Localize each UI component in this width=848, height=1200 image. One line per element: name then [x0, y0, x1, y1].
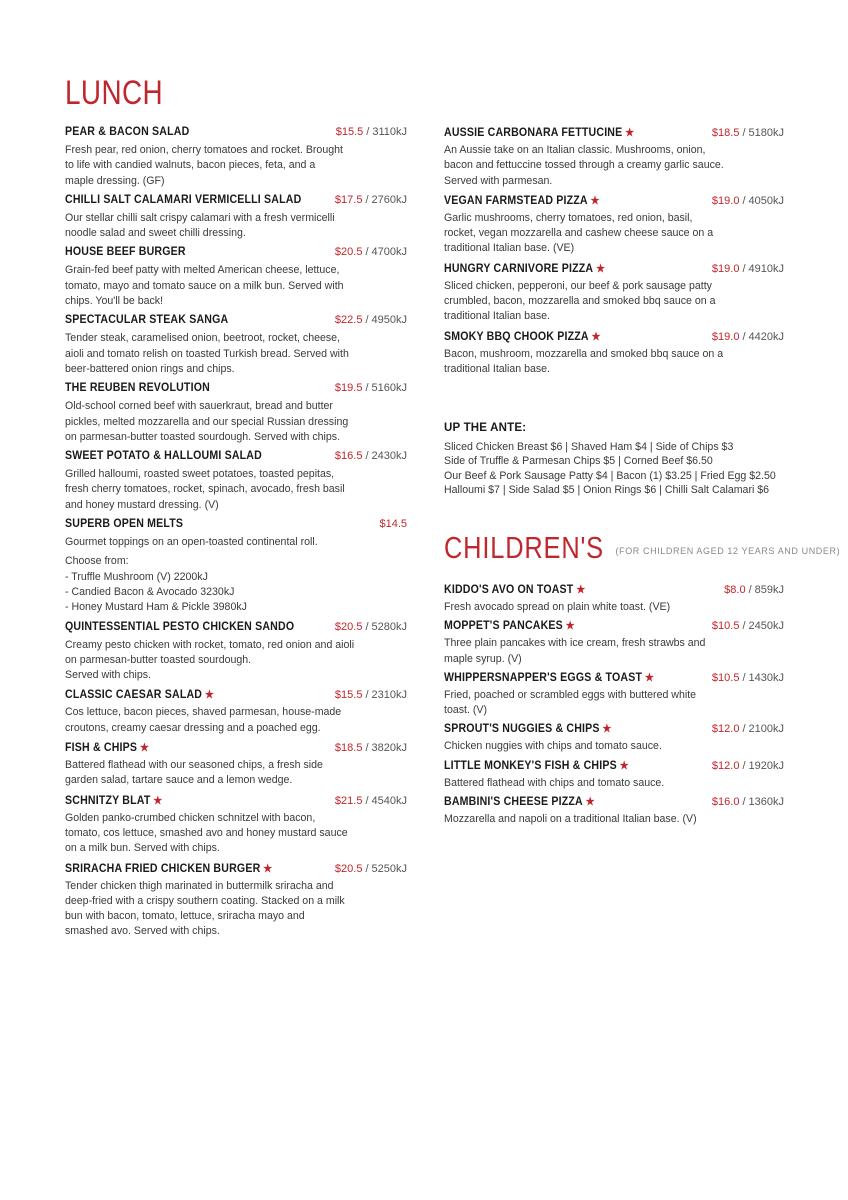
- menu-item: [65, 862, 407, 940]
- description-line: croutons, creamy caesar dressing and a poached egg.: [65, 721, 321, 734]
- description-line: Fresh pear, red onion, cherry tomatoes and rocket. Brought: [65, 144, 343, 156]
- extras-line: Our Beef & Pork Sausage Patty $4 | Bacon (1) $3.25 | Fried Egg $2.50: [444, 469, 776, 482]
- lunch-left-column: [65, 126, 407, 940]
- menu-item-name: [444, 619, 575, 632]
- star-icon: ★: [591, 330, 601, 343]
- menu-item-name-text: KIDDO'S AVO ON TOAST: [444, 584, 574, 596]
- menu-item: [65, 688, 407, 736]
- description-line: maple dressing. (GF): [65, 174, 165, 187]
- menu-item-kilojoules: 2760kJ: [371, 193, 407, 206]
- description-line: traditional Italian base.: [444, 362, 551, 375]
- menu-item: [444, 194, 784, 257]
- price-separator: /: [365, 742, 369, 755]
- description-line: fresh cherry tomatoes, rocket, spinach, avocado, fresh basil: [65, 483, 345, 496]
- menu-item-kilojoules: 2310kJ: [371, 689, 407, 702]
- menu-item-name-text: SPROUT'S NUGGIES & CHIPS: [444, 723, 600, 736]
- menu-item-header: [65, 862, 407, 878]
- menu-item-kilojoules: 5180kJ: [748, 127, 784, 139]
- menu-item-header: [444, 759, 784, 775]
- menu-item-description: [65, 638, 407, 684]
- menu-item: [65, 741, 407, 789]
- lunch-right-column: [444, 126, 784, 377]
- childrens-title: CHILDREN'S: [444, 530, 604, 565]
- menu-item-name: [65, 450, 262, 462]
- menu-item-name-text: SCHNITZY BLAT: [65, 794, 151, 807]
- menu-item-name-text: QUINTESSENTIAL PESTO CHICKEN SANDO: [65, 620, 295, 633]
- menu-item: [444, 619, 784, 667]
- description-line: beer-battered onion rings and chips.: [65, 362, 235, 375]
- description-line: Bacon, mushroom, mozzarella and smoked bbq sauce on a: [444, 347, 724, 360]
- menu-item-kilojoules: 4950kJ: [371, 314, 407, 327]
- menu-item-kilojoules: 4420kJ: [748, 330, 784, 343]
- price-separator: /: [742, 127, 746, 139]
- menu-item-kilojoules: 1360kJ: [748, 796, 784, 809]
- menu-item: [444, 126, 784, 189]
- menu-item-name-text: MOPPET'S PANCAKES: [444, 620, 563, 633]
- description-line: Three plain pancakes with ice cream, fresh strawbs and: [444, 637, 706, 650]
- menu-item: [65, 382, 407, 445]
- description-line: to life with candied walnuts, bacon pieces, feta, and a: [65, 159, 316, 172]
- menu-item-description: [65, 705, 407, 736]
- price-separator: /: [365, 314, 369, 327]
- price-separator: /: [742, 330, 746, 343]
- menu-item-kilojoules: 4050kJ: [748, 194, 784, 207]
- menu-item-header: [65, 126, 407, 142]
- menu-item-price-block: [712, 796, 784, 808]
- menu-item-description: [65, 263, 407, 309]
- price-separator: /: [366, 126, 370, 138]
- menu-item-name: [65, 194, 301, 206]
- menu-item-description: [444, 688, 784, 719]
- description-line: rocket, vegan mozzarella and cashew cheese sauce on a: [444, 227, 714, 240]
- menu-item-price-block: [335, 314, 407, 326]
- menu-item-header: [65, 621, 407, 637]
- menu-item-price-block: [335, 382, 407, 394]
- description-line: Battered flathead with chips and tomato sauce.: [444, 776, 665, 789]
- menu-item-name: [65, 314, 228, 326]
- menu-item-price: $20.5: [334, 862, 363, 875]
- price-separator: /: [748, 584, 752, 596]
- menu-item-description: [65, 399, 407, 445]
- menu-item-header: [444, 583, 784, 599]
- menu-item-price: $19.0: [711, 194, 740, 207]
- menu-item-header: [65, 246, 407, 262]
- menu-item-name-text: WHIPPERSNAPPER'S EGGS & TOAST: [444, 671, 643, 684]
- menu-item-name: [444, 671, 654, 684]
- menu-item-kilojoules: 5250kJ: [371, 862, 407, 875]
- menu-item-price: $15.5: [334, 689, 363, 702]
- menu-item-description: [65, 535, 407, 615]
- menu-item-description: [65, 879, 407, 940]
- description-line: pickles, melted mozzarella and our special Russian dressing: [65, 415, 349, 428]
- description-line: and honey mustard dressing. (V): [65, 498, 219, 511]
- description-line: on parmesan-butter toasted sourdough.: [65, 653, 252, 666]
- star-icon: ★: [585, 796, 595, 809]
- menu-item-description: [65, 143, 407, 189]
- menu-item-price-block: [724, 584, 784, 596]
- price-separator: /: [365, 382, 369, 395]
- menu-item-kilojoules: 1430kJ: [748, 671, 784, 684]
- menu-item-kilojoules: 2450kJ: [748, 620, 784, 633]
- menu-item-name: [444, 759, 629, 772]
- menu-item-header: [65, 450, 407, 466]
- menu-item-name-text: AUSSIE CARBONARA FETTUCINE: [444, 127, 623, 139]
- menu-item-price-block: [712, 331, 784, 343]
- description-line: Cos lettuce, bacon pieces, shaved parmesan, house-made: [65, 706, 342, 719]
- menu-item-price: $12.0: [711, 759, 740, 772]
- menu-item: [444, 583, 784, 615]
- description-line: aioli and tomato relish on toasted Turkish bread. Served with: [65, 347, 349, 360]
- menu-item-price-block: [712, 127, 784, 139]
- description-line: chips. You'll be back!: [65, 295, 164, 308]
- menu-item-name-text: SPECTACULAR STEAK SANGA: [65, 314, 229, 327]
- menu-item-name: [444, 194, 600, 207]
- menu-item-price: $16.0: [711, 796, 740, 809]
- menu-item-header: [65, 194, 407, 210]
- menu-item-header: [65, 794, 407, 810]
- menu-item-price: $8.0: [724, 584, 746, 596]
- menu-item-description: [65, 811, 407, 857]
- price-separator: /: [365, 450, 369, 463]
- menu-item-description: [444, 347, 784, 378]
- description-line: traditional Italian base. (VE): [444, 242, 575, 255]
- menu-item-price-block: [712, 760, 784, 772]
- menu-item-name: [65, 518, 183, 530]
- menu-item-price-block: [335, 689, 407, 701]
- description-line: Our stellar chilli salt crispy calamari with a fresh vermicelli: [65, 211, 335, 224]
- menu-item: [444, 759, 784, 791]
- menu-item-name-text: BAMBINI'S CHEESE PIZZA: [444, 796, 583, 809]
- childrens-age-note: (FOR CHILDREN AGED 12 YEARS AND UNDER): [615, 546, 841, 556]
- menu-item-price: $16.5: [334, 450, 363, 463]
- menu-item-kilojoules: 1920kJ: [748, 759, 784, 772]
- price-separator: /: [742, 194, 746, 207]
- menu-item-price: $19.0: [711, 330, 740, 343]
- menu-item-name-text: VEGAN FARMSTEAD PIZZA: [444, 194, 588, 207]
- menu-item-name: [65, 794, 162, 807]
- description-line: noodle salad and sweet chilli dressing.: [65, 227, 246, 240]
- description-line: tomato, cos lettuce, smashed avo and honey mustard sauce: [65, 826, 348, 839]
- menu-item: [65, 194, 407, 242]
- description-line: bacon and fettuccine tossed through a creamy garlic sauce.: [444, 159, 724, 172]
- menu-item-description: [444, 776, 784, 791]
- description-line: Grain-fed beef patty with melted American cheese, lettuce,: [65, 264, 340, 277]
- menu-item-kilojoules: 859kJ: [754, 584, 784, 596]
- menu-item-kilojoules: 5160kJ: [371, 382, 407, 395]
- description-line: - Candied Bacon & Avocado 3230kJ: [65, 585, 235, 598]
- menu-item-price: $20.5: [334, 620, 363, 633]
- menu-item-name-text: HOUSE BEEF BURGER: [65, 246, 186, 259]
- menu-item-price-block: [335, 863, 407, 875]
- description-line: crumbled, bacon, mozzarella and smoked bbq sauce on a: [444, 295, 716, 308]
- star-icon: ★: [263, 862, 273, 875]
- menu-item-name-text: CHILLI SALT CALAMARI VERMICELLI SALAD: [65, 193, 302, 206]
- menu-item-price: $22.5: [334, 314, 363, 327]
- menu-item-name-text: HUNGRY CARNIVORE PIZZA: [444, 262, 594, 275]
- menu-item: [444, 330, 784, 378]
- description-line: Sliced chicken, pepperoni, our beef & pork sausage patty: [444, 279, 712, 292]
- menu-item-price-block: [379, 518, 407, 530]
- description-line: Garlic mushrooms, cherry tomatoes, red onion, basil,: [444, 211, 693, 224]
- price-separator: /: [742, 262, 746, 275]
- description-line: Chicken nuggies with chips and tomato sauce.: [444, 740, 662, 753]
- menu-item-price-block: [335, 795, 407, 807]
- menu-item-price-block: [335, 621, 407, 633]
- menu-item: [444, 262, 784, 325]
- menu-item-name: [65, 862, 272, 875]
- menu-item-name: [444, 330, 601, 343]
- menu-item-name-text: CLASSIC CAESAR SALAD: [65, 689, 203, 702]
- menu-item-kilojoules: 4540kJ: [371, 794, 407, 807]
- price-separator: /: [365, 689, 369, 702]
- menu-item-description: [444, 739, 784, 754]
- description-line: Served with chips.: [65, 669, 151, 682]
- menu-item-header: [65, 741, 407, 757]
- star-icon: ★: [576, 584, 586, 596]
- menu-item-header: [444, 126, 784, 142]
- menu-item-price: $15.5: [335, 126, 364, 138]
- description-line: - Truffle Mushroom (V) 2200kJ: [65, 570, 208, 583]
- menu-item-price-block: [335, 742, 407, 754]
- menu-item-name-text: SMOKY BBQ CHOOK PIZZA: [444, 330, 589, 343]
- menu-item: [444, 795, 784, 827]
- up-the-ante-title: UP THE ANTE:: [444, 422, 527, 434]
- description-line: Battered flathead with our seasoned chips, a fresh side: [65, 759, 323, 772]
- menu-item-price: $14.5: [379, 518, 407, 531]
- menu-item-kilojoules: 2430kJ: [371, 450, 407, 463]
- menu-item-name: [444, 126, 634, 139]
- menu-item: [65, 450, 407, 513]
- menu-item-price: $18.5: [711, 127, 740, 139]
- menu-item-kilojoules: 5280kJ: [371, 620, 407, 633]
- price-separator: /: [742, 671, 746, 684]
- description-line: deep-fried with a crispy southern coating. Stacked on a milk: [65, 894, 345, 907]
- menu-item-price-block: [335, 450, 407, 462]
- menu-item-kilojoules: 2100kJ: [748, 723, 784, 736]
- menu-item-header: [444, 722, 784, 738]
- menu-item-name-text: LITTLE MONKEY'S FISH & CHIPS: [444, 759, 617, 772]
- menu-item-description: [65, 211, 407, 242]
- menu-item: [444, 722, 784, 754]
- menu-item-name-text: PEAR & BACON SALAD: [65, 126, 190, 138]
- description-line: Old-school corned beef with sauerkraut, bread and butter: [65, 400, 333, 413]
- childrens-column: [444, 583, 784, 827]
- menu-item-name: [65, 741, 149, 754]
- price-separator: /: [365, 862, 369, 875]
- menu-item-price: $19.0: [711, 262, 740, 275]
- menu-item-price: $10.5: [711, 671, 740, 684]
- menu-item-name: [444, 583, 585, 596]
- extras-line: Sliced Chicken Breast $6 | Shaved Ham $4 | Side of Chips $3: [444, 441, 734, 453]
- menu-item-price-block: [712, 723, 784, 735]
- up-the-ante-section: [444, 422, 784, 497]
- menu-item-header: [65, 314, 407, 330]
- menu-item-kilojoules: 4700kJ: [371, 246, 407, 259]
- menu-item-price-block: [336, 126, 407, 138]
- menu-item-header: [444, 619, 784, 635]
- menu-item-header: [444, 262, 784, 278]
- extras-line: Side of Truffle & Parmesan Chips $5 | Corned Beef $6.50: [444, 455, 713, 468]
- extras-line: Halloumi $7 | Side Salad $5 | Onion Rings $6 | Chilli Salt Calamari $6: [444, 483, 770, 496]
- menu-item-kilojoules: 3110kJ: [372, 126, 407, 138]
- description-line: An Aussie take on an Italian classic. Mushrooms, onion,: [444, 144, 706, 156]
- menu-item: [65, 126, 407, 189]
- menu-item-price: $17.5: [334, 193, 363, 206]
- price-separator: /: [365, 620, 369, 633]
- menu-item-name: [65, 688, 214, 701]
- star-icon: ★: [619, 759, 629, 772]
- price-separator: /: [742, 620, 746, 633]
- menu-item: [65, 314, 407, 377]
- menu-item-description: [444, 211, 784, 257]
- description-line: garden salad, tartare sauce and a lemon wedge.: [65, 774, 293, 787]
- description-line: smashed avo. Served with chips.: [65, 925, 220, 938]
- menu-item-name: [444, 262, 605, 275]
- menu-item-description: [444, 279, 784, 325]
- menu-item-description: [444, 636, 784, 667]
- menu-item-price-block: [335, 194, 407, 206]
- description-line: Golden panko-crumbed chicken schnitzel with bacon,: [65, 811, 316, 824]
- lunch-title: LUNCH: [65, 74, 164, 112]
- price-separator: /: [365, 193, 369, 206]
- price-separator: /: [742, 796, 746, 809]
- description-line: Choose from:: [65, 555, 129, 568]
- description-line: Gourmet toppings on an open-toasted continental roll.: [65, 536, 318, 549]
- price-separator: /: [365, 794, 369, 807]
- price-separator: /: [742, 723, 746, 736]
- menu-item-description: [444, 600, 784, 615]
- menu-item-name: [65, 621, 294, 633]
- menu-item-name: [65, 126, 189, 138]
- menu-item-kilojoules: 3820kJ: [371, 742, 407, 755]
- menu-item-header: [65, 688, 407, 704]
- menu-item-price-block: [712, 263, 784, 275]
- menu-item-header: [444, 194, 784, 210]
- menu-item-description: [444, 143, 784, 189]
- menu-item-price: $21.5: [334, 794, 363, 807]
- description-line: Creamy pesto chicken with rocket, tomato, red onion and aioli: [65, 638, 355, 651]
- menu-item-kilojoules: 4910kJ: [748, 262, 784, 275]
- menu-item: [444, 671, 784, 719]
- description-line: Fresh avocado spread on plain white toast. (VE): [444, 601, 671, 613]
- menu-item-price: $19.5: [334, 382, 363, 395]
- star-icon: ★: [625, 127, 635, 139]
- menu-item-price-block: [712, 672, 784, 684]
- star-icon: ★: [596, 262, 606, 275]
- menu-item: [65, 518, 407, 615]
- description-line: tomato, mayo and tomato sauce on a milk bun. Served with: [65, 279, 344, 292]
- star-icon: ★: [153, 794, 163, 807]
- menu-item-name-text: SRIRACHA FRIED CHICKEN BURGER: [65, 862, 261, 875]
- menu-item-price: $20.5: [334, 246, 363, 259]
- star-icon: ★: [644, 671, 655, 684]
- menu-item-header: [444, 671, 784, 687]
- menu-item-header: [65, 382, 407, 398]
- menu-item-header: [444, 330, 784, 346]
- menu-item-description: [65, 331, 407, 377]
- menu-item-header: [444, 795, 784, 811]
- description-line: Served with parmesan.: [444, 174, 553, 187]
- description-line: Tender chicken thigh marinated in buttermilk sriracha and: [65, 879, 334, 892]
- menu-item-price-block: [335, 246, 407, 258]
- menu-item: [65, 794, 407, 857]
- description-line: Tender steak, caramelised onion, beetroot, rocket, cheese,: [65, 332, 341, 345]
- description-line: maple syrup. (V): [444, 652, 522, 665]
- menu-item-name: [444, 722, 612, 735]
- description-line: traditional Italian base.: [444, 310, 551, 323]
- menu-item-price: $10.5: [711, 620, 740, 633]
- menu-item-price: $18.5: [334, 742, 363, 755]
- menu-item-header: [65, 518, 407, 534]
- menu-item-name-text: FISH & CHIPS: [65, 742, 138, 755]
- description-line: - Honey Mustard Ham & Pickle 3980kJ: [65, 601, 247, 614]
- menu-item-name-text: THE REUBEN REVOLUTION: [65, 382, 210, 395]
- description-line: bun with bacon, tomato, lettuce, sriracha mayo and: [65, 910, 305, 923]
- star-icon: ★: [602, 723, 612, 736]
- menu-item-name-text: SWEET POTATO & HALLOUMI SALAD: [65, 450, 262, 463]
- price-separator: /: [365, 246, 369, 259]
- menu-item-description: [65, 467, 407, 513]
- description-line: Mozzarella and napoli on a traditional Italian base. (V): [444, 813, 697, 826]
- star-icon: ★: [204, 689, 215, 702]
- star-icon: ★: [590, 194, 600, 207]
- menu-item-price: $12.0: [711, 723, 740, 736]
- description-line: Grilled halloumi, roasted sweet potatoes, toasted pepitas,: [65, 468, 335, 481]
- menu-item: [65, 246, 407, 309]
- menu-item-description: [444, 812, 784, 827]
- menu-item-description: [65, 758, 407, 789]
- star-icon: ★: [139, 742, 150, 755]
- menu-item-price-block: [712, 195, 784, 207]
- price-separator: /: [742, 759, 746, 772]
- menu-item-name: [65, 382, 210, 394]
- menu-item-name: [444, 795, 595, 808]
- description-line: toast. (V): [444, 704, 487, 717]
- childrens-heading: [444, 530, 840, 566]
- description-line: on a milk bun. Served with chips.: [65, 842, 220, 855]
- star-icon: ★: [565, 620, 575, 633]
- menu-item-name-text: SUPERB OPEN MELTS: [65, 518, 184, 531]
- menu-item-price-block: [712, 620, 784, 632]
- description-line: Fried, poached or scrambled eggs with buttered white: [444, 688, 697, 701]
- menu-item: [65, 621, 407, 684]
- menu-item-name: [65, 246, 186, 258]
- description-line: on parmesan-butter toasted sourdough. Served with chips.: [65, 430, 341, 443]
